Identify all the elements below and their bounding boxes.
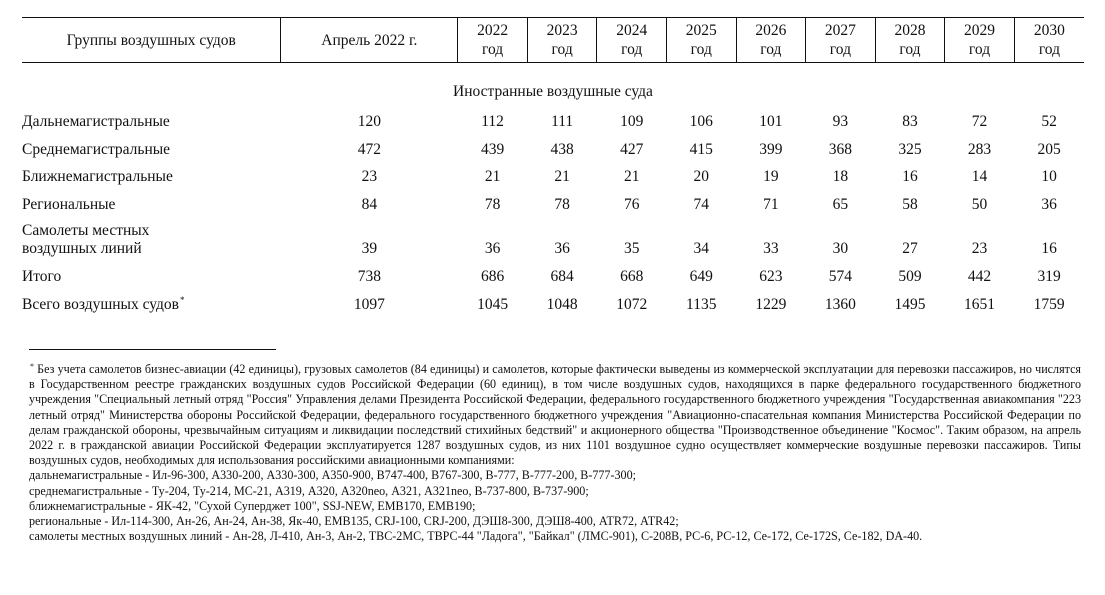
cell: 39 xyxy=(361,240,378,258)
cell: 27 xyxy=(902,240,918,258)
cell: 14 xyxy=(971,168,988,186)
cell: 574 xyxy=(828,267,853,285)
header-april: Апрель 2022 г. xyxy=(281,18,458,63)
cell: 33 xyxy=(763,240,779,258)
header-year: 2025 год xyxy=(666,18,736,63)
cell: 1360 xyxy=(824,295,856,313)
cell: 93 xyxy=(832,112,849,130)
cell: 78 xyxy=(484,196,501,214)
cell: 19 xyxy=(763,168,779,186)
cell: 16 xyxy=(902,168,918,186)
cell: 438 xyxy=(550,140,574,158)
table-row xyxy=(22,131,1084,159)
cell: 686 xyxy=(480,267,505,285)
header-year: 2029 год xyxy=(945,18,1015,63)
cell: 649 xyxy=(689,267,713,285)
table-row xyxy=(22,103,1084,131)
cell: 415 xyxy=(689,140,713,158)
cell: 65 xyxy=(832,196,849,214)
cell: 34 xyxy=(693,240,710,258)
header-group: Группы воздушных судов xyxy=(22,18,281,63)
cell: 1229 xyxy=(755,295,787,313)
cell: 283 xyxy=(967,140,992,158)
row-label: Дальнемагистральные xyxy=(22,112,170,130)
cell: 21 xyxy=(554,168,570,186)
footnote-type-line: дальнемагистральные - Ил-96-300, А330-200, А330-300, А350-900, В747-400, В767-300, В-777, В-777-200, В-777-300; xyxy=(29,468,637,483)
cell: 83 xyxy=(902,112,918,130)
cell: 78 xyxy=(554,196,570,214)
cell: 36 xyxy=(484,240,501,258)
footnote-mark: * xyxy=(30,362,34,371)
cell: 74 xyxy=(693,196,710,214)
footnote-type-line: региональные - Ил-114-300, Ан-26, Ан-24, Ан-38, Як-40, ЕМВ135, CRJ-100, CRJ-200, ДЭШ8-300, ДЭШ8-400, АТR72, АТR42; xyxy=(29,514,679,529)
cell: 623 xyxy=(759,267,783,285)
cell: 1072 xyxy=(616,295,648,313)
footnote-type-line: среднемагистральные - Ту-204, Ту-214, МС-21, А319, А320, А320neo, А321, А321neo, В-737-800, В-737-900; xyxy=(29,483,589,498)
cell: 442 xyxy=(967,267,992,285)
cell: 10 xyxy=(1041,168,1057,186)
row-label: Всего воздушных судов* xyxy=(22,294,185,313)
header-year: 2026 год xyxy=(736,18,806,63)
fleet-table-container xyxy=(22,17,1084,314)
cell: 205 xyxy=(1037,140,1061,158)
cell: 35 xyxy=(623,240,640,258)
footnote-type-line: ближнемагистральные - ЯК-42, "Сухой Суперджет 100", SSJ-NEW, ЕМВ170, ЕМВ190; xyxy=(29,498,476,513)
footnote-main: * Без учета самолетов бизнес-авиации (42 единицы), грузовых самолетов (84 единицы) и самолетов, которые фактически выведены из коммерческой эксплуатации для перевозки пассажиров, но числятся в Государственном реестре гражданских воздушных судов Российской Федерации (60 единиц), в том числе воздушных судов, находящихся в парке федерального государственного бюджетного учреждения "Специальный летный отряд "Россия" Управления делами Президента Российской Федерации, федерального государственного бюджетного учреждения "Государственная авиакомпания "223 летный отряд" Министерства обороны Российской Федерации, федерального государственного бюджетного учреждения "Авиационно-спасательная компания Министерства Российской Федерации по делам гражданской обороны, чрезвычайным ситуациям и ликвидации последствий стихийных бедствий" и акционерного общества "Производственное объединение "Космос". Таким образом, на апрель 2022 г. в гражданской авиации Российской Федерации эксплуатируется 1287 воздушных судов, из них 1101 воздушное судно осуществляет коммерческие воздушные перевозки пассажиров. Типы воздушных судов, необходимых для использования российскими авиационными компаниями: xyxy=(29,362,1081,468)
header-year: 2028 год xyxy=(875,18,945,63)
section-row xyxy=(22,63,1084,104)
cell: 319 xyxy=(1037,267,1061,285)
table-row xyxy=(22,214,1084,258)
cell: 1048 xyxy=(546,295,578,313)
cell: 84 xyxy=(361,196,378,214)
cell: 472 xyxy=(357,140,381,158)
cell: 111 xyxy=(551,112,574,130)
cell: 106 xyxy=(689,112,713,130)
cell: 23 xyxy=(361,168,378,186)
row-label: Среднемагистральные xyxy=(22,140,171,158)
row-label: Итого xyxy=(22,267,62,285)
footnote-type-line: самолеты местных воздушных линий - Ан-28, Л-410, Ан-3, Ан-2, ТВС-2МС, ТВРС-44 "Ладога", "Байкал" (ЛМС-901), С-208В, РС-6, РС-12, Се-172, Се-172S, Се-182, DA-40. xyxy=(29,529,923,544)
header-year: 2030 год xyxy=(1014,18,1084,63)
cell: 509 xyxy=(898,267,922,285)
cell: 738 xyxy=(357,267,381,285)
cell: 71 xyxy=(763,196,779,214)
cell: 1097 xyxy=(353,295,385,313)
cell: 427 xyxy=(620,140,644,158)
row-label: Самолеты местных воздушных линий xyxy=(22,222,150,258)
footnote-mark: * xyxy=(180,294,185,305)
cell: 439 xyxy=(480,140,505,158)
cell: 16 xyxy=(1041,240,1057,258)
cell: 21 xyxy=(623,168,640,186)
cell: 368 xyxy=(828,140,853,158)
cell: 668 xyxy=(620,267,644,285)
header-year: 2023 год xyxy=(527,18,597,63)
cell: 1759 xyxy=(1033,295,1065,313)
section-title: Иностранные воздушные суда xyxy=(453,83,653,100)
header-year: 2022 год xyxy=(458,18,528,63)
cell: 18 xyxy=(832,168,849,186)
cell: 50 xyxy=(971,196,988,214)
footnote-divider xyxy=(29,349,276,350)
cell: 36 xyxy=(1041,196,1057,214)
header-year: 2024 год xyxy=(597,18,667,63)
cell: 1135 xyxy=(686,295,717,313)
row-label: Региональные xyxy=(22,196,116,214)
table-row xyxy=(22,159,1084,187)
table-row xyxy=(22,286,1084,314)
cell: 20 xyxy=(693,168,710,186)
header-year: 2027 год xyxy=(806,18,876,63)
cell: 30 xyxy=(832,240,849,258)
cell: 1495 xyxy=(894,295,926,313)
cell: 684 xyxy=(550,267,574,285)
cell: 76 xyxy=(623,196,640,214)
cell: 399 xyxy=(759,140,783,158)
table-header-row xyxy=(22,18,1084,63)
cell: 1651 xyxy=(964,295,996,313)
table-row xyxy=(22,186,1084,214)
cell: 72 xyxy=(971,112,988,130)
cell: 325 xyxy=(898,140,922,158)
cell: 101 xyxy=(759,112,783,130)
cell: 58 xyxy=(902,196,918,214)
footnote xyxy=(29,359,1081,544)
cell: 52 xyxy=(1041,112,1057,130)
table-row xyxy=(22,258,1084,286)
cell: 1045 xyxy=(477,295,509,313)
cell: 23 xyxy=(971,240,988,258)
cell: 36 xyxy=(554,240,570,258)
cell: 120 xyxy=(357,112,381,130)
cell: 112 xyxy=(481,112,504,130)
row-label: Ближнемагистральные xyxy=(22,168,173,186)
cell: 21 xyxy=(484,168,501,186)
cell: 109 xyxy=(620,112,644,130)
aircraft-fleet-table xyxy=(22,17,1084,314)
